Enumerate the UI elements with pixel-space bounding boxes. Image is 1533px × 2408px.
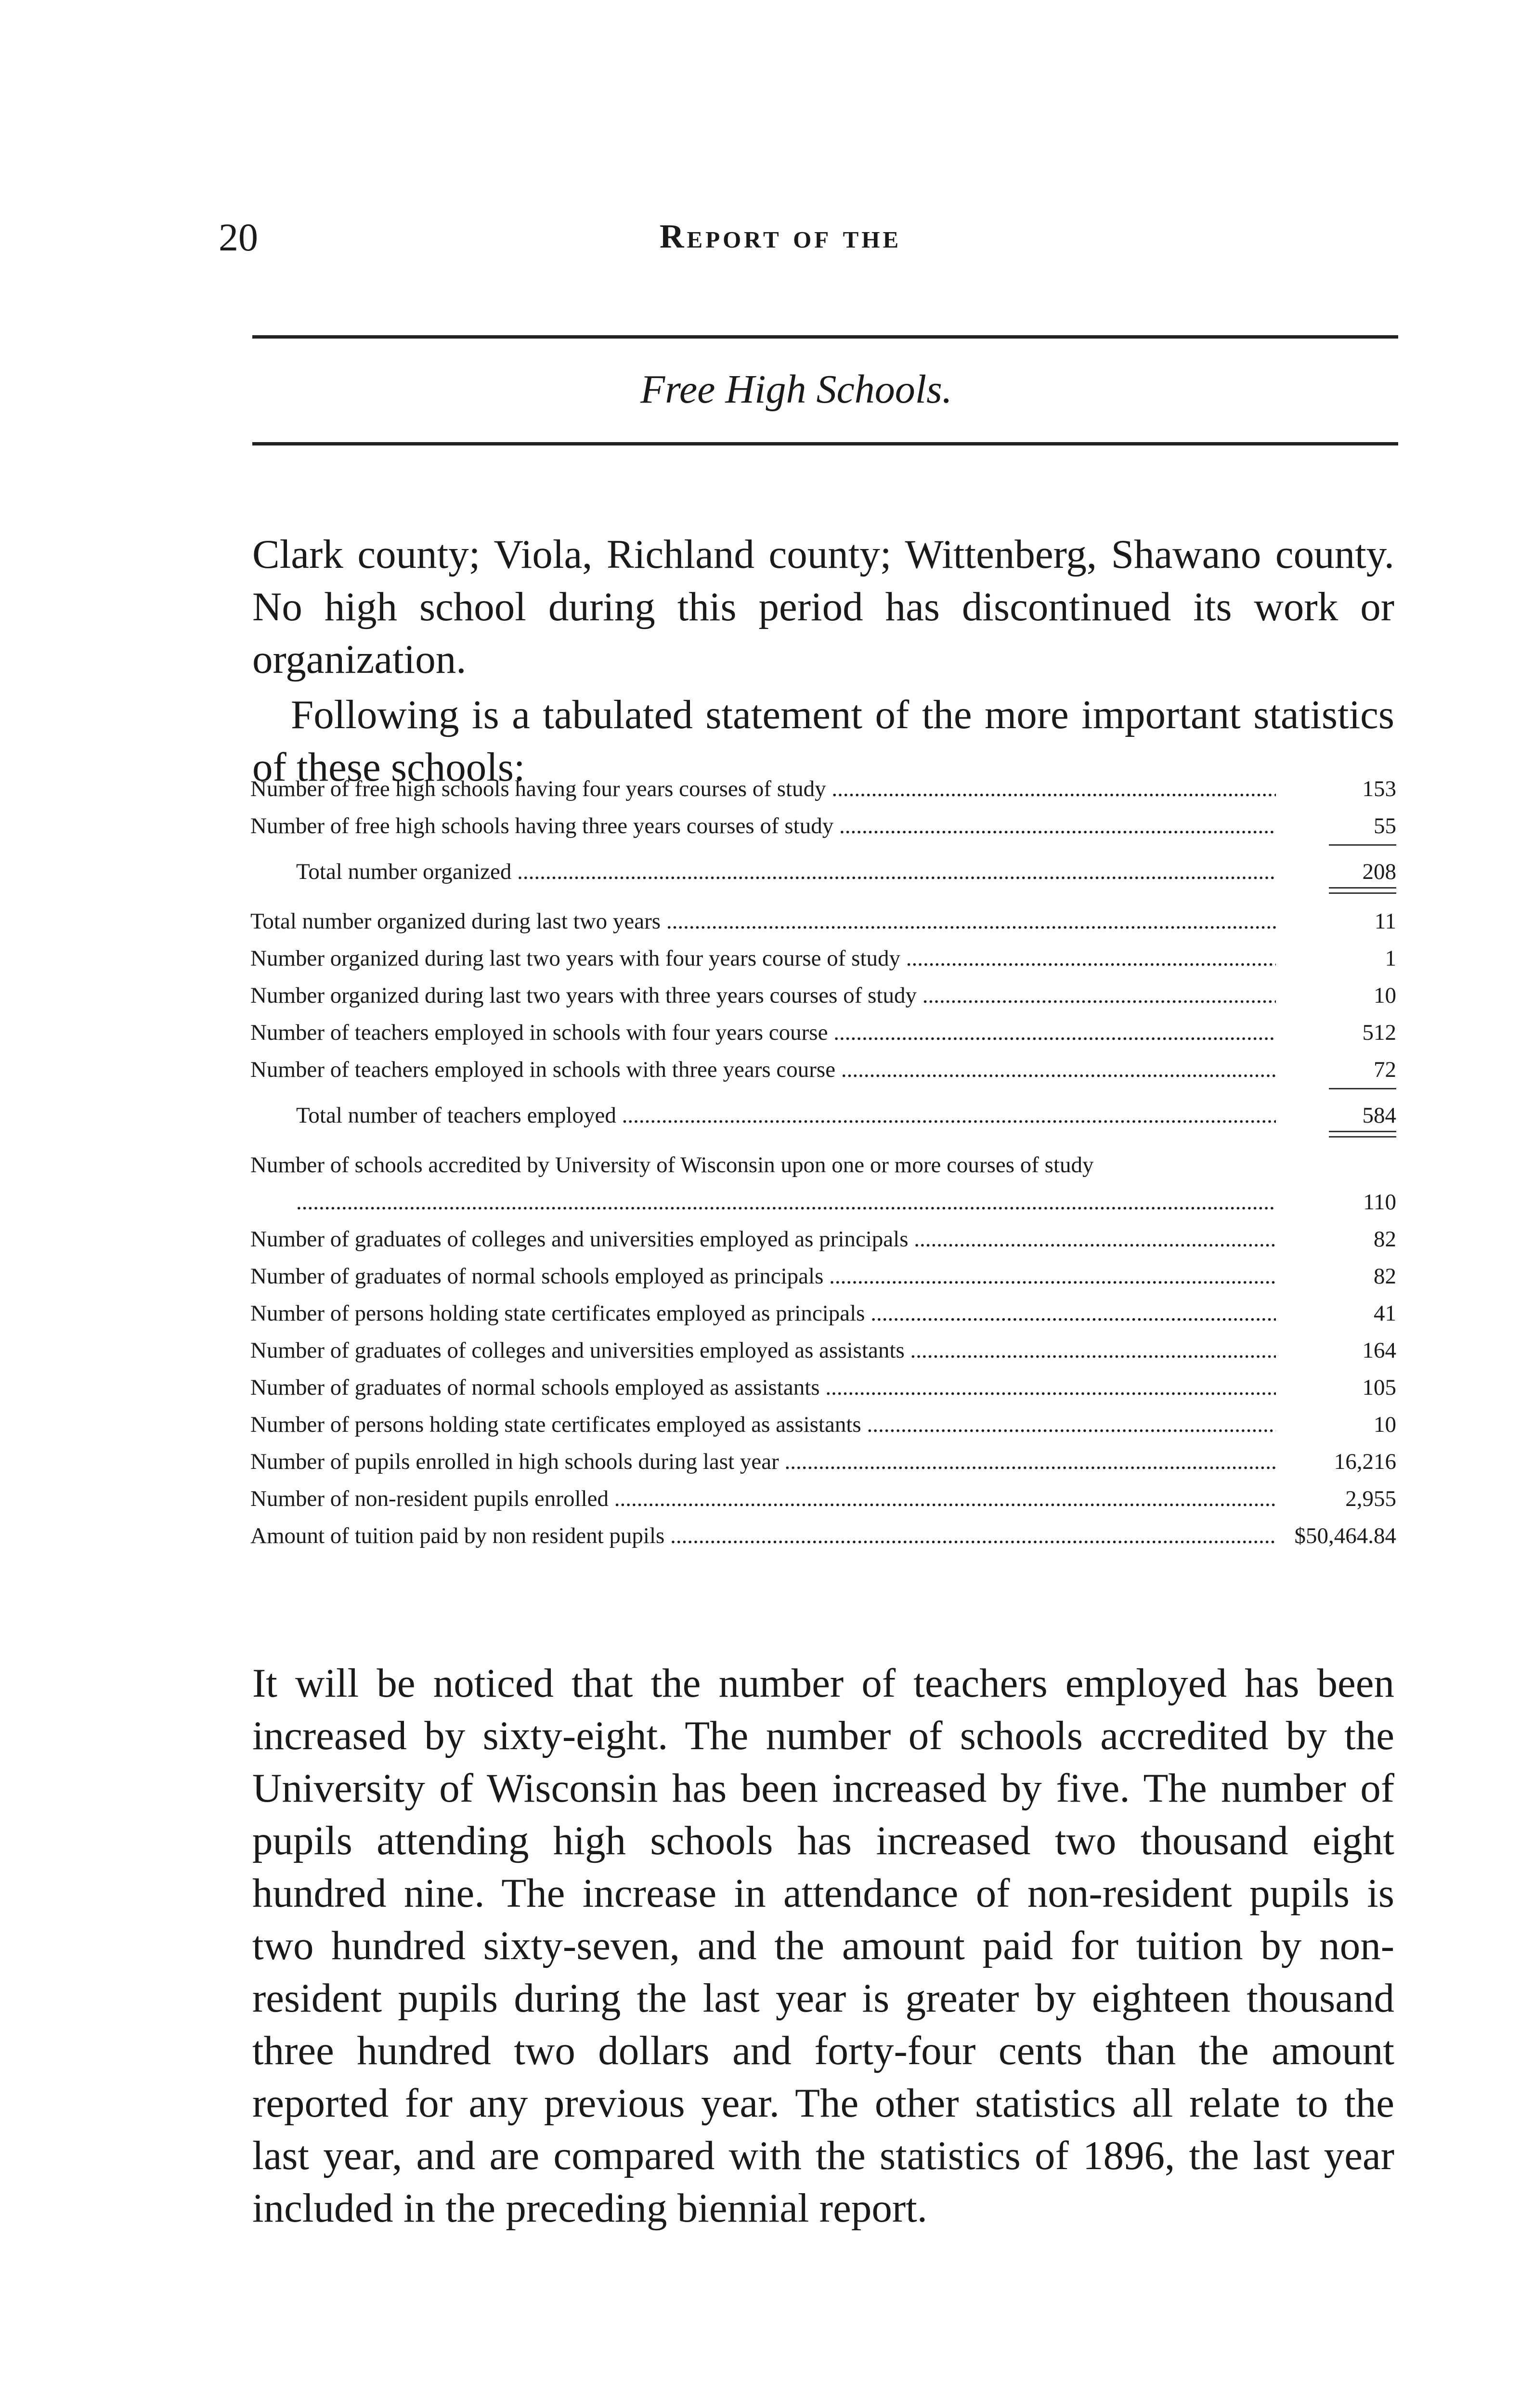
table-row (250, 1443, 1396, 1480)
row-label: Number of graduates of colleges and universities employed as assistants ..... (250, 1332, 1276, 1369)
table-row (250, 1369, 1396, 1406)
row-value: 16,216 (1281, 1443, 1396, 1480)
row-label: Number of free high schools having three years courses of study ..... (250, 808, 1276, 845)
row-label: Number of teachers employed in schools with three years course ..... (250, 1051, 1276, 1088)
table-row (250, 903, 1396, 940)
closing-paragraph: It will be noticed that the number of teachers employed has been increased by sixty-eight. The number of schools accredited by the University of Wisconsin has been increased by five. The number of pupils attending high schools has increased two thousand eight hundred nine. The increase in attendance of non-resident pupils is two hundred sixty-seven, and the amount paid for tuition by non-resident pupils during the last year is greater by eighteen thousand three hundred two dollars and forty-four cents than the amount reported for any previous year. The other statistics all relate to the last year, and are compared with the statistics of 1896, the last year included in the preceding biennial report. (252, 1661, 1394, 2231)
row-label: Number of graduates of colleges and universities employed as principals ..... (250, 1221, 1276, 1258)
intro-paragraph-1: Clark county; Viola, Richland county; Wittenberg, Shawano county. No high school during this period has discontinued its work or organization. (252, 532, 1394, 682)
row-value: 164 (1281, 1332, 1396, 1369)
table-row (250, 1480, 1396, 1518)
table-row (250, 1147, 1396, 1221)
row-label: Number organized during last two years with four years course of study ..... (250, 940, 1276, 977)
row-value: 10 (1281, 1406, 1396, 1443)
row-label: Number of persons holding state certificates employed as principals ..... (250, 1295, 1276, 1332)
section-title: Free High Schools. (640, 367, 952, 412)
total-row (250, 1097, 1396, 1134)
total-value: 208 (1281, 853, 1396, 890)
row-value: 512 (1281, 1014, 1396, 1051)
row-label: Number organized during last two years with three years courses of study ..... (250, 977, 1276, 1014)
row-label: Number of persons holding state certificates employed as assistants ..... (250, 1406, 1276, 1443)
row-label: Number of free high schools having four years courses of study ..... (250, 771, 1276, 808)
table-row (250, 1332, 1396, 1369)
total-row (250, 853, 1396, 890)
header-rule-top (252, 335, 1398, 339)
row-value: 1 (1281, 940, 1396, 977)
table-row (250, 940, 1396, 977)
total-label: Total number organized ..... (296, 853, 1276, 890)
row-value: 10 (1281, 977, 1396, 1014)
total-value: 584 (1281, 1097, 1396, 1134)
table-row (250, 1014, 1396, 1051)
row-value: 11 (1281, 903, 1396, 940)
table-row (250, 1258, 1396, 1295)
table-row (250, 1051, 1396, 1088)
table-row (250, 1518, 1396, 1555)
row-label: Number of pupils enrolled in high schools during last year ..... (250, 1443, 1276, 1480)
row-value: 82 (1281, 1258, 1396, 1295)
row-value: 82 (1281, 1221, 1396, 1258)
row-value: $50,464.84 (1281, 1518, 1396, 1555)
row-value: 2,955 (1281, 1480, 1396, 1518)
sum-rule (1329, 1088, 1396, 1089)
row-value: 41 (1281, 1295, 1396, 1332)
row-label: Total number organized during last two years ..... (250, 903, 1276, 940)
table-row (250, 771, 1396, 808)
table-row (250, 1221, 1396, 1258)
row-label: Number of teachers employed in schools with four years course ..... (250, 1014, 1276, 1051)
row-label: Number of graduates of normal schools employed as principals ..... (250, 1258, 1276, 1295)
row-value: 110 (1281, 1184, 1396, 1221)
double-rule (1329, 1131, 1396, 1138)
intro-paragraph-2: Following is a tabulated statement of the more important statistics of these schools: (252, 692, 1394, 790)
row-value: 55 (1281, 808, 1396, 845)
total-label: Total number of teachers employed ..... (296, 1097, 1276, 1134)
statistics-table (250, 771, 1396, 1555)
sum-rule (1329, 844, 1396, 846)
header-rule-bottom (252, 442, 1398, 445)
running-head: Report of the (660, 218, 902, 255)
page-number: 20 (219, 215, 258, 259)
table-row (250, 1406, 1396, 1443)
double-rule (1329, 887, 1396, 894)
row-label: Number of graduates of normal schools employed as assistants ..... (250, 1369, 1276, 1406)
row-value: 72 (1281, 1051, 1396, 1088)
table-row (250, 1295, 1396, 1332)
table-row (250, 977, 1396, 1014)
row-label: Number of non-resident pupils enrolled ..... (250, 1480, 1276, 1518)
row-label: Amount of tuition paid by non resident pupils ..... (250, 1518, 1276, 1555)
row-value: 153 (1281, 771, 1396, 808)
table-row (250, 808, 1396, 845)
row-value: 105 (1281, 1369, 1396, 1406)
row-label: Number of schools accredited by University of Wisconsin upon one or more courses of study ..... (250, 1147, 1276, 1221)
